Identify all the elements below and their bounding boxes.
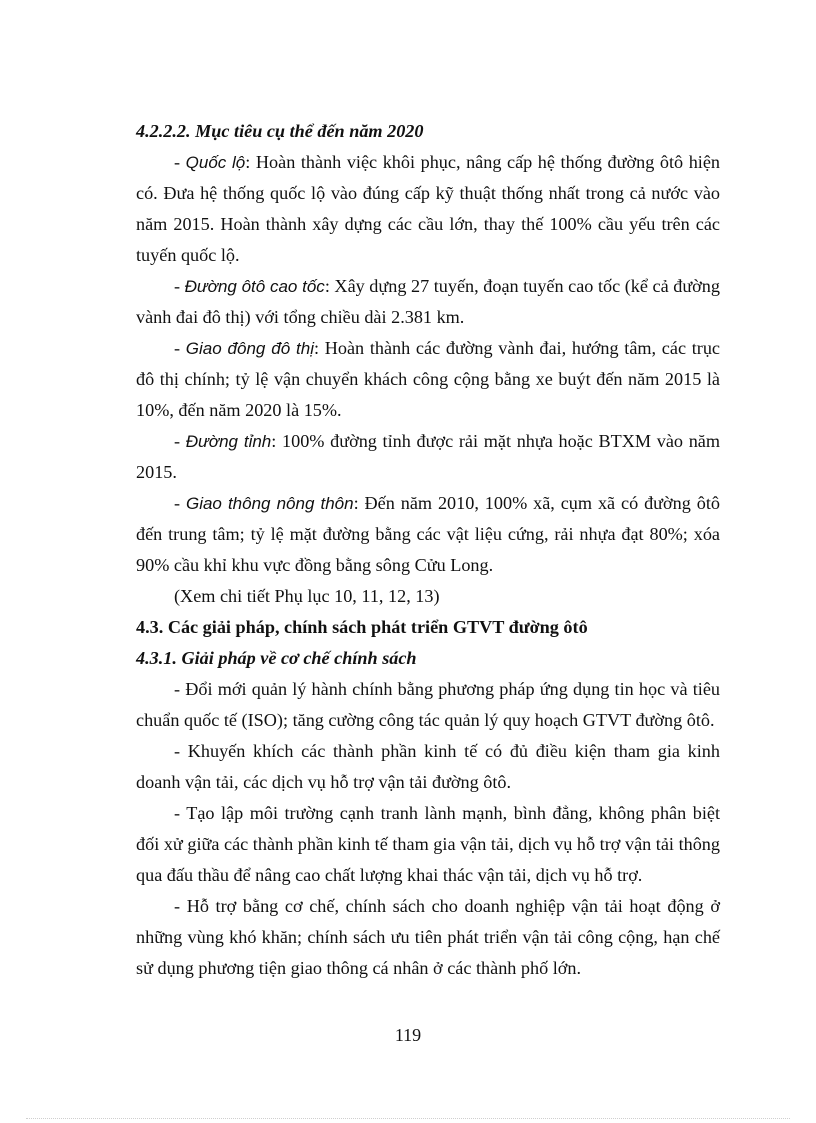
item-text: : Hoàn thành các đường vành đai, hướng tâm, các trục đô thị chính; tỷ lệ vận chuyển khách công cộng bằng xe buýt đến năm 2015 là 10%, đến năm 2020 là 15%.	[136, 338, 720, 420]
term-label: Giao đông đô thị	[185, 339, 314, 358]
document-page	[136, 116, 720, 984]
item-text: : Hoàn thành việc khôi phục, nâng cấp hệ thống đường ôtô hiện có. Đưa hệ thống quốc lộ vào đúng cấp kỹ thuật thống nhất trong cả nước vào năm 2015. Hoàn thành xây dựng các cầu lớn, thay thế 100% cầu yếu trên các tuyến quốc lộ.	[136, 152, 721, 265]
goal-item-rural-traffic: - Giao thông nông thôn: Đến năm 2010, 100% xã, cụm xã có đường ôtô đến trung tâm; tỷ lệ mặt đường bằng các vật liệu cứng, rải nhựa đạt 80%; xóa 90% cầu khỉ khu vực đồng bằng sông Cửu Long.	[136, 493, 720, 575]
item-text: : 100% đường tỉnh được rải mặt nhựa hoặc BTXM vào năm 2015.	[136, 431, 721, 482]
heading-4-3-1: 4.3.1. Giải pháp về cơ chế chính sách	[136, 648, 417, 668]
appendix-note: (Xem chi tiết Phụ lục 10, 11, 12, 13)	[174, 586, 440, 606]
heading-4-2-2-2: 4.2.2.2. Mục tiêu cụ thể đến năm 2020	[136, 121, 424, 141]
item-text: : Xây dựng 27 tuyến, đoạn tuyến cao tốc (kể cả đường vành đai đô thị) với tổng chiều dài 2.381 km.	[136, 276, 720, 327]
page-number: 119	[394, 1025, 422, 1045]
goal-item-urban-traffic: - Giao đông đô thị: Hoàn thành các đường vành đai, hướng tâm, các trục đô thị chính; tỷ lệ vận chuyển khách công cộng bằng xe buýt đến năm 2015 là 10%, đến năm 2020 là 15%.	[136, 338, 720, 420]
goal-item-provincial-roads: - Đường tỉnh: 100% đường tỉnh được rải mặt nhựa hoặc BTXM vào năm 2015.	[136, 431, 721, 482]
goal-item-national-roads: - Quốc lộ: Hoàn thành việc khôi phục, nâng cấp hệ thống đường ôtô hiện có. Đưa hệ thống quốc lộ vào đúng cấp kỹ thuật thống nhất trong cả nước vào năm 2015. Hoàn thành xây dựng các cầu lớn, thay thế 100% cầu yếu trên các tuyến quốc lộ.	[136, 152, 721, 265]
page-bottom-divider	[26, 1118, 790, 1119]
policy-item-support-mechanism: - Hỗ trợ bằng cơ chế, chính sách cho doanh nghiệp vận tải hoạt động ở những vùng khó khăn; chính sách ưu tiên phát triển vận tải công cộng, hạn chế sử dụng phương tiện giao thông cá nhân ở các thành phố lớn.	[136, 896, 720, 978]
term-label: Đường tỉnh	[185, 432, 272, 451]
policy-item-competition: - Tạo lập môi trường cạnh tranh lành mạnh, bình đẳng, không phân biệt đối xử giữa các thành phần kinh tế tham gia vận tải, dịch vụ hỗ trợ vận tải thông qua đấu thầu để nâng cao chất lượng khai thác vận tải, dịch vụ hỗ trợ.	[136, 803, 720, 885]
term-label: Đường ôtô cao tốc	[184, 277, 325, 296]
term-label: Giao thông nông thôn	[185, 494, 354, 513]
term-label: Quốc lộ	[185, 153, 246, 172]
goal-item-expressways: - Đường ôtô cao tốc: Xây dựng 27 tuyến, đoạn tuyến cao tốc (kể cả đường vành đai đô thị) với tổng chiều dài 2.381 km.	[136, 276, 720, 327]
policy-item-admin-reform: - Đổi mới quản lý hành chính bằng phương pháp ứng dụng tin học và tiêu chuẩn quốc tế (ISO); tăng cường công tác quản lý quy hoạch GTVT đường ôtô.	[136, 679, 720, 730]
policy-item-encourage-sectors: - Khuyến khích các thành phần kinh tế có đủ điều kiện tham gia kinh doanh vận tải, các dịch vụ hỗ trợ vận tải đường ôtô.	[136, 741, 720, 792]
heading-4-3: 4.3. Các giải pháp, chính sách phát triển GTVT đường ôtô	[136, 617, 588, 637]
item-text: : Đến năm 2010, 100% xã, cụm xã có đường ôtô đến trung tâm; tỷ lệ mặt đường bằng các vật liệu cứng, rải nhựa đạt 80%; xóa 90% cầu khỉ khu vực đồng bằng sông Cửu Long.	[136, 493, 720, 575]
